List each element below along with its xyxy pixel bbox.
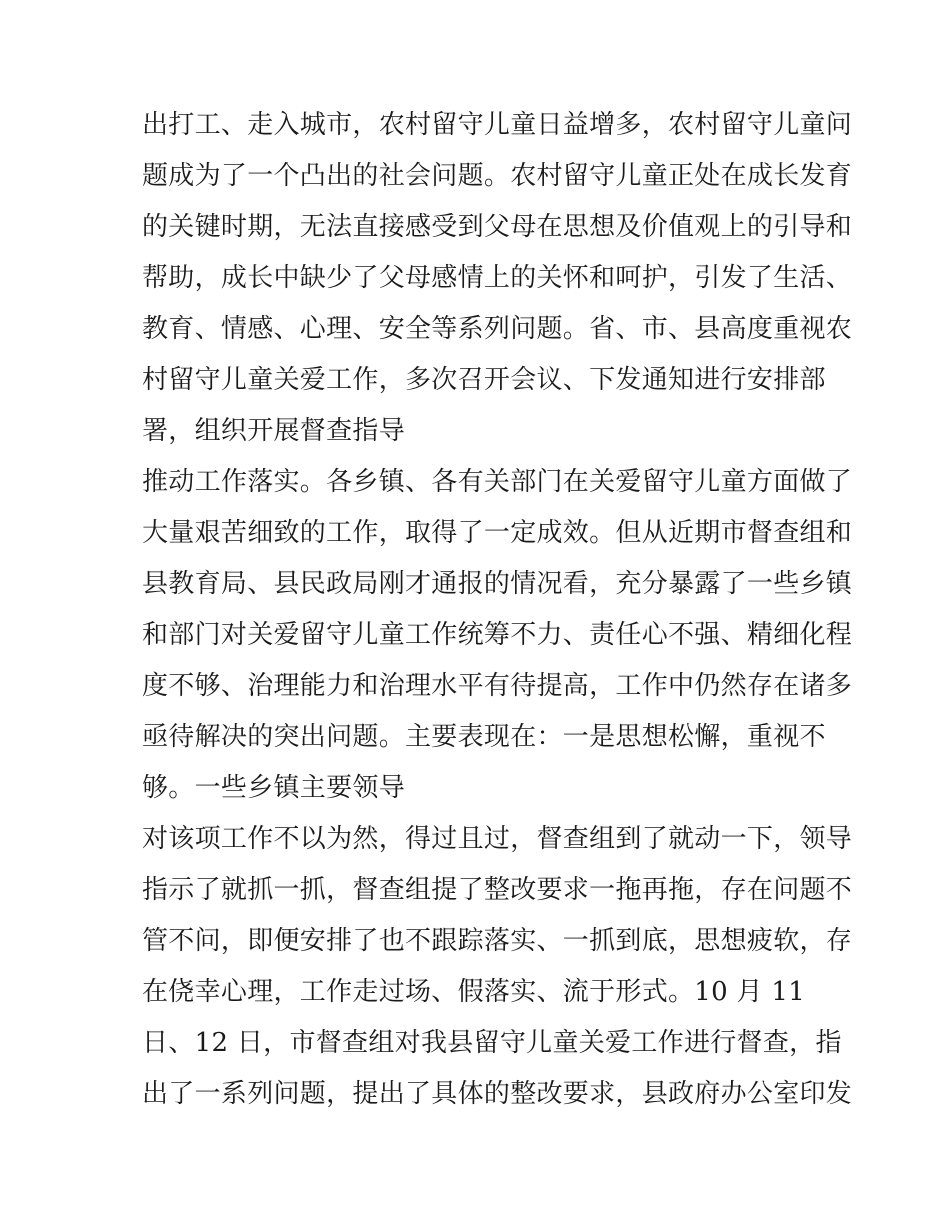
text-line: 和部门对关爱留守儿童工作统筹不力、责任心不强、精细化程 xyxy=(142,620,853,650)
text-line: 度不够、治理能力和治理水平有待提高，工作中仍然存在诸多 xyxy=(142,671,853,701)
text-line: 指示了就抓一抓，督查组提了整改要求一拖再拖，存在问题不 xyxy=(142,875,853,905)
text-line: 署，组织开展督查指导 xyxy=(142,416,406,446)
text-line: 出打工、走入城市，农村留守儿童日益增多，农村留守儿童问 xyxy=(142,110,853,140)
text-line: 帮助，成长中缺少了父母感情上的关怀和呵护，引发了生活、 xyxy=(142,263,853,293)
document-body xyxy=(142,100,853,1120)
text-line: 出了一系列问题，提出了具体的整改要求，县政府办公室印发 xyxy=(142,1079,853,1109)
text-line: 够。一些乡镇主要领导 xyxy=(142,773,406,803)
text-line: 对该项工作不以为然，得过且过，督查组到了就动一下，领导 xyxy=(142,824,853,854)
text-line: 推动工作落实。各乡镇、各有关部门在关爱留守儿童方面做了 xyxy=(142,467,853,497)
text-line: 村留守儿童关爱工作，多次召开会议、下发通知进行安排部 xyxy=(142,365,826,395)
text-line: 日、12 日，市督查组对我县留守儿童关爱工作进行督查，指 xyxy=(142,1028,842,1058)
text-line: 教育、情感、心理、安全等系列问题。省、市、县高度重视农 xyxy=(142,314,853,344)
text-line: 管不问，即便安排了也不跟踪落实、一抓到底，思想疲软，存 xyxy=(142,926,853,956)
text-line: 大量艰苦细致的工作，取得了一定成效。但从近期市督查组和 xyxy=(142,518,853,548)
text-line: 题成为了一个凸出的社会问题。农村留守儿童正处在成长发育 xyxy=(142,161,853,191)
text-line: 在侥幸心理，工作走过场、假落实、流于形式。10 月 11 xyxy=(142,977,806,1007)
text-line: 县教育局、县民政局刚才通报的情况看，充分暴露了一些乡镇 xyxy=(142,569,853,599)
text-line: 的关键时期，无法直接感受到父母在思想及价值观上的引导和 xyxy=(142,212,853,242)
text-line: 亟待解决的突出问题。主要表现在：一是思想松懈，重视不 xyxy=(142,722,826,752)
